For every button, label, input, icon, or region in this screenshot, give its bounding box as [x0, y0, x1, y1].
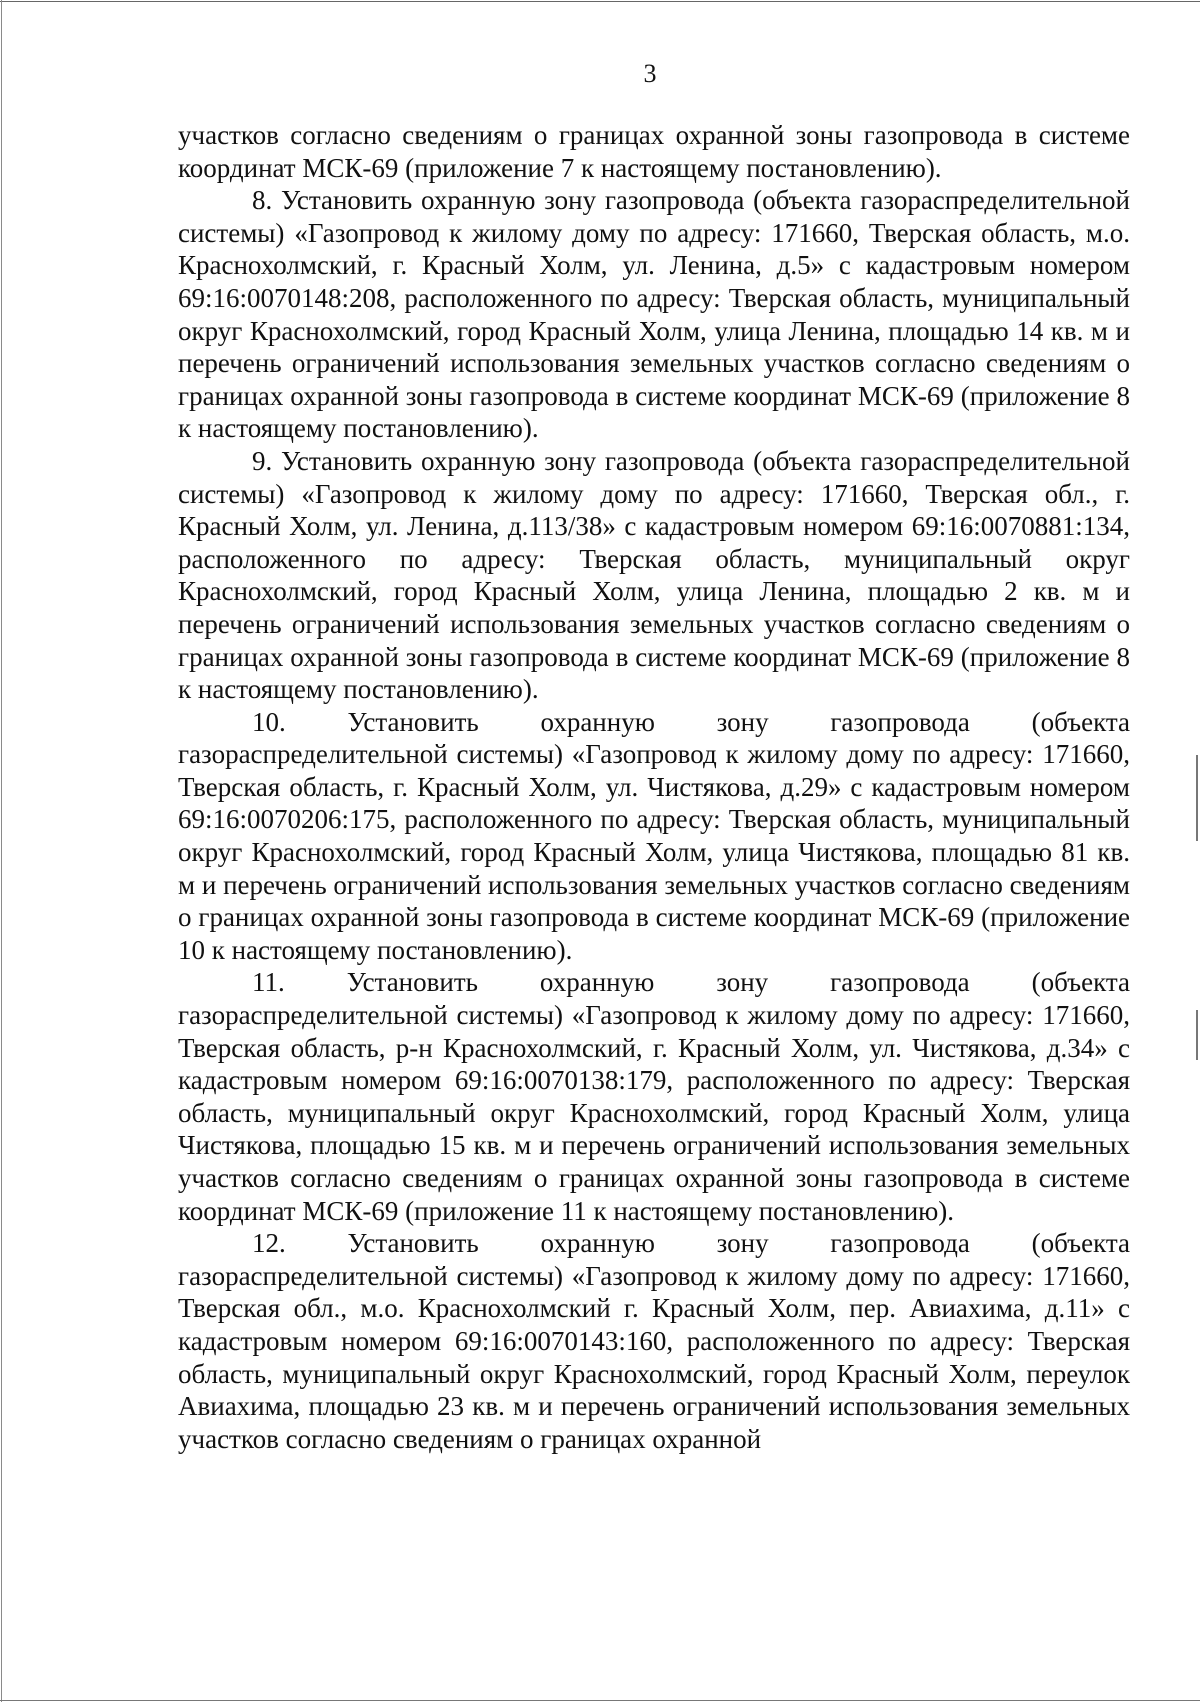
paragraph-continuation: участков согласно сведениям о границах охранной зоны газопровода в системе координат МСК-69 (приложение 7 к настоящему постановлению).	[178, 120, 1130, 183]
paragraph-item-10: 10. Установить охранную зону газопровода (объекта газораспределительной системы) «Газопровод к жилому дому по адресу: 171660, Тверская область, г. Красный Холм, ул. Чистякова, д.29» с кадастровым номером 69:16:0070206:175, расположенного по адресу: Тверская область, муниципальный округ Краснохолмский, город Красный Холм, улица Чистякова, площадью 81 кв. м и перечень ограничений использования земельных участков согласно сведениям о границах охранной зоны газопровода в системе координат МСК-69 (приложение 10 к настоящему постановлению).	[178, 706, 1130, 965]
paragraph-item-9: 9. Установить охранную зону газопровода (объекта газораспределительной системы) «Газопровод к жилому дому по адресу: 171660, Тверская обл., г. Красный Холм, ул. Ленина, д.113/38» с кадастровым номером 69:16:0070881:134, расположенного по адресу: Тверская область, муниципальный округ Краснохолмский, город Красный Холм, улица Ленина, площадью 2 кв. м и перечень ограничений использования земельных участков согласно сведениям о границах охранной зоны газопровода в системе координат МСК-69 (приложение 8 к настоящему постановлению).	[178, 445, 1130, 705]
paragraph-item-12: 12. Установить охранную зону газопровода (объекта газораспределительной системы) «Газопровод к жилому дому по адресу: 171660, Тверская обл., м.о. Краснохолмский г. Красный Холм, пер. Авиахима, д.11» с кадастровым номером 69:16:0070143:160, расположенного по адресу: Тверская область, муниципальный округ Краснохолмский, город Красный Холм, переулок Авиахима, площадью 23 кв. м и перечень ограничений использования земельных участков согласно сведениям о границах охранной	[178, 1228, 1130, 1454]
scan-margin-mark	[1196, 1010, 1198, 1060]
scan-bottom-edge	[0, 1700, 1200, 1701]
paragraph-item-8: 8. Установить охранную зону газопровода (объекта газораспределительной системы) «Газопровод к жилому дому по адресу: 171660, Тверская область, м.о. Краснохолмский, г. Красный Холм, ул. Ленина, д.5» с кадастровым номером 69:16:0070148:208, расположенного по адресу: Тверская область, муниципальный округ Краснохолмский, город Красный Холм, улица Ленина, площадью 14 кв. м и перечень ограничений использования земельных участков согласно сведениям о границах охранной зоны газопровода в системе координат МСК-69 (приложение 8 к настоящему постановлению).	[178, 185, 1130, 444]
document-body	[178, 119, 1130, 1455]
scan-margin-mark	[1196, 755, 1198, 841]
page-number: 3	[643, 59, 657, 88]
scan-left-edge	[1, 0, 2, 1702]
scan-top-edge	[0, 1, 1200, 2]
paragraph-item-11: 11. Установить охранную зону газопровода (объекта газораспределительной системы) «Газопровод к жилому дому по адресу: 171660, Тверская область, р-н Краснохолмский, г. Красный Холм, ул. Чистякова, д.34» с кадастровым номером 69:16:0070138:179, расположенного по адресу: Тверская область, муниципальный округ Краснохолмский, город Красный Холм, улица Чистякова, площадью 15 кв. м и перечень ограничений использования земельных участков согласно сведениям о границах охранной зоны газопровода в системе координат МСК-69 (приложение 11 к настоящему постановлению).	[178, 967, 1130, 1226]
